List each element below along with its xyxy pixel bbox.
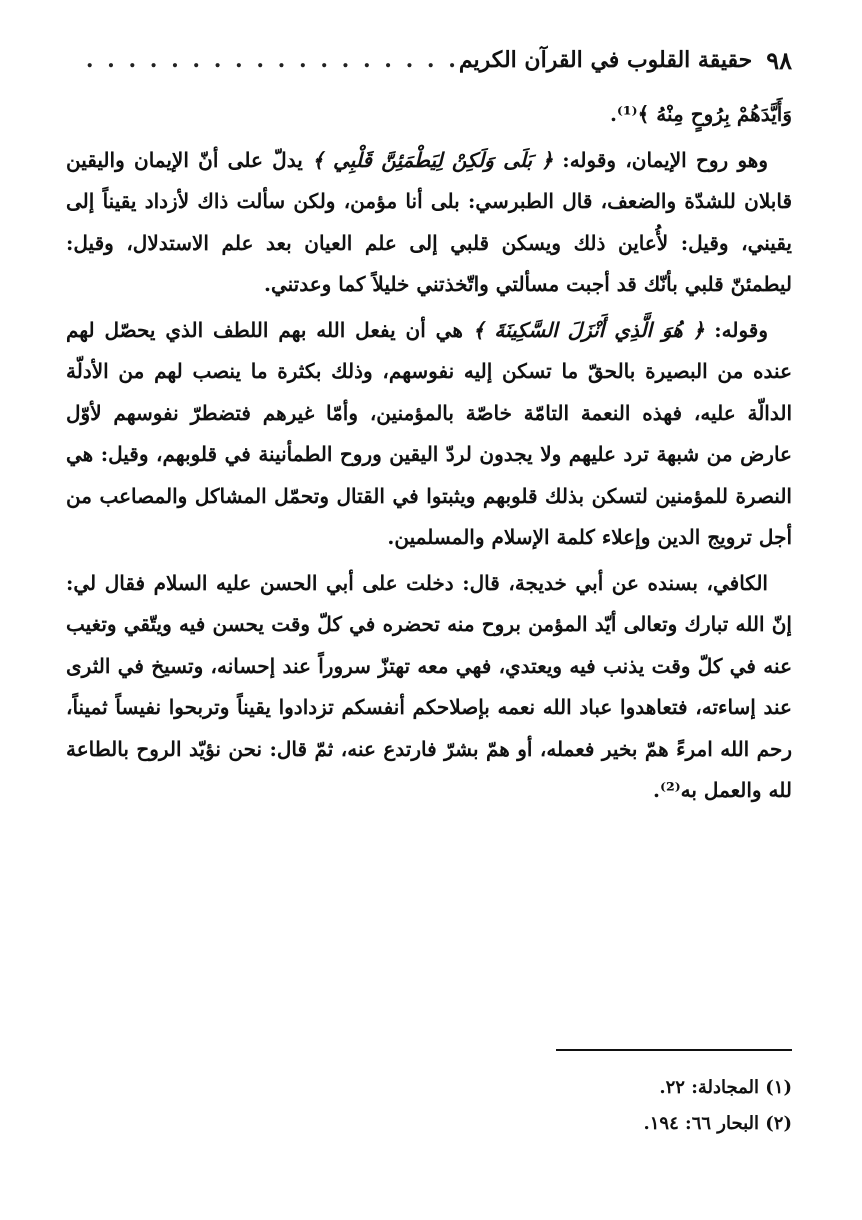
paragraph-text: وهو روح الإيمان، وقوله:	[553, 147, 768, 172]
main-text	[66, 94, 792, 812]
page-header	[74, 40, 792, 80]
paragraph-text: يدلّ على أنّ الإيمان واليقين قابلان للشدّة والضعف، قال الطبرسي: بلى أنا مؤمن، ولكن سألت ذاك لأزداد يقيناً إلى يقيني، وقيل: لأُعاين ذلك ويسكن قلبي إلى علم العيان بعد علم الاستدلال، وقيل: ليطمئنّ قلبي بأنّك قد أجبت مسألتي واتّخذتني خليلاً كما وعدتني.	[66, 147, 792, 296]
paragraph-text: وقوله:	[704, 317, 769, 342]
header-leader-dots	[84, 47, 459, 73]
quran-quote: ﴿ هُوَ الَّذِي أَنْزَلَ السَّكِينَةَ ﴾	[472, 317, 705, 342]
paragraph-verse-continuation: وَأَيَّدَهُمْ بِرُوحٍ مِنْهُ ﴾⁽¹⁾.	[609, 102, 792, 126]
running-title: حقيقة القلوب في القرآن الكريم	[458, 47, 753, 73]
footnote-1: (١) المجادلة: ٢٢.	[659, 1077, 792, 1098]
paragraph-kafi-narration: الكافي، بسنده عن أبي خديجة، قال: دخلت على أبي الحسن عليه السلام فقال لي: إنّ الله تبارك وتعالى أيّد المؤمن بروح منه تحضره في كلّ وقت يحسن فيه ويتّقي وتغيب عنه في كلّ وقت يذنب فيه ويعتدي، فهي معه تهتزّ سروراً عند إحسانه، وتسيخ في الثرى عند إساءته، فتعاهدوا عباد الله نعمه بإصلاحكم أنفسكم تزدادوا يقيناً وتربحوا نفيساً ثميناً، رحم الله امرءً همّ بخير فعمله، أو همّ بشرّ فارتدع عنه، ثمّ قال: نحن نؤيّد الروح بالطاعة لله والعمل به⁽²⁾.	[66, 570, 792, 802]
paragraph-sakina	[66, 310, 792, 559]
paragraph-text: هي أن يفعل الله بهم اللطف الذي يحصّل لهم عنده من البصيرة بالحقّ ما تسكن إليه نفوسهم، وذلك بكثرة ما ينصب لهم من الأدلّة الدالّة عليه، فهذه النعمة التامّة خاصّة بالمؤمنين، وأمّا غيرهم فتضطرّ نفوسهم لأوّل عارض من شبهة ترد عليهم ولا يجدون لردّ اليقين وروح الطمأنينة في قلوبهم، وقيل: هي النصرة للمؤمنين لتسكن بذلك قلوبهم ويثبتوا في القتال وتحمّل المشاكل والمصاعب من أجل ترويج الدين وإعلاء كلمة الإسلام والمسلمين.	[66, 317, 792, 549]
footnote-2: (٢) البحار ٦٦: ١٩٤.	[643, 1113, 792, 1134]
footnote-separator	[556, 1049, 792, 1051]
quran-quote: ﴿ بَلَى وَلَكِنْ لِيَطْمَئِنَّ قَلْبِي ﴾	[312, 147, 554, 172]
page-number: ٩٨	[766, 45, 792, 75]
footnotes	[74, 1070, 792, 1142]
paragraph-faith-spirit	[66, 140, 792, 306]
